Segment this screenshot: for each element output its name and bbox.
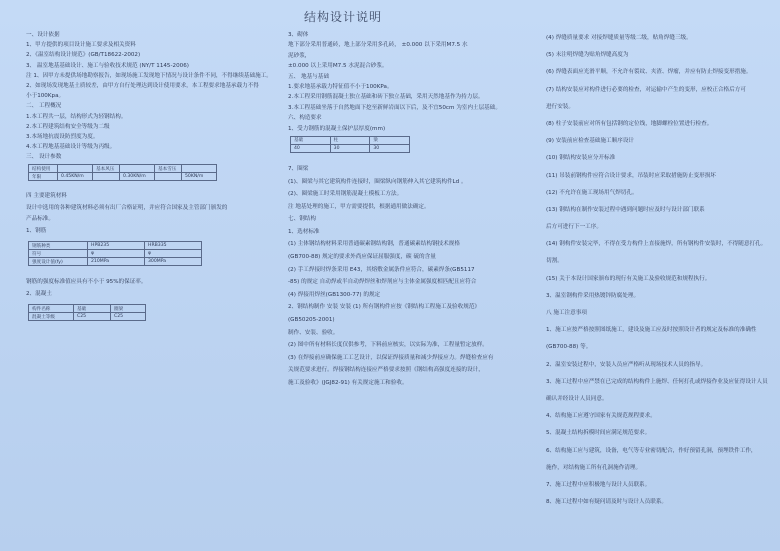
table-cell (120, 165, 155, 173)
note-line: 8、施工过程中如有疑问请及时与设计人员联系。 (546, 499, 668, 506)
note-line: (2)、圈梁施工时采用钢筋混凝土模板工方法。 (288, 191, 403, 198)
note-line: 2、《温室结构设计规范》(GB/T18622-2002) (26, 52, 141, 59)
note-line: 五、 地基与基础 (288, 73, 329, 80)
note-line: (GB700-88) 等。 (546, 344, 592, 351)
note-line: (4) 焊缝质量要求 对接焊缝质量等级二级，贴角焊缝三级。 (546, 35, 692, 41)
note-line: 八 施工注意事项 (546, 310, 587, 316)
note-line: 产品标准。 (26, 216, 54, 223)
table-cell (155, 173, 182, 181)
note-line: -85) 的规定 自动焊或半自动焊焊丝和焊剂应与主体金属强度相匹配且应符合 (288, 279, 477, 286)
note-line: 3、砌体 (288, 32, 309, 38)
table-cell: 0.30KN/m (120, 173, 155, 181)
table-cell: 基础 (74, 305, 111, 313)
note-line: 关规范要求进行。焊接钢结构连接应严格要求按照《钢结构高强度连接的设计， (288, 367, 484, 374)
table-row (29, 313, 146, 321)
table-row (291, 144, 410, 152)
table-cell: 构件名称 (29, 305, 74, 313)
design-parameter-table (28, 164, 217, 181)
note-line: 一、设计依据 (26, 32, 60, 38)
note-line: 切割。 (546, 258, 563, 265)
note-line: 钢筋的强度标准值应具有不小于 95%的保证率。 (26, 279, 147, 286)
note-line: (4) 焊接用焊丝(GB1300-77) 的规定 (288, 291, 381, 298)
note-line: (1)、圈梁与其它建筑构件连接时，圈梁纵向钢筋伸入其它建筑构件Ld 。 (288, 178, 467, 185)
note-line: 1.本工程共一层，结构形式为轻钢结构。 (26, 113, 127, 120)
note-line: (GB700-88) 规定的要求外尚应保证屈服强度，碳 硫的含量 (288, 254, 436, 261)
note-line: 注 地基处理的施工，甲方需要提供，根据通用做法确定。 (288, 203, 430, 210)
note-line: 施作，对结构施工所有孔洞施作清理。 (546, 464, 642, 471)
table-cell: 强度设计值(fy) (29, 258, 88, 266)
note-line: 施工及验收》(JGJ82-91) 有关规定施工和验收。 (288, 380, 408, 386)
table-cell: 210MPa (88, 258, 145, 266)
note-line: (15) 关于本设计国家颁布的现行有关施工及验收规范和规程执行。 (546, 275, 711, 282)
note-line: (9) 安装前应检查基础施工顺序设计 (546, 138, 635, 145)
sheet-title: 结构设计说明 (304, 10, 383, 24)
note-line: 四 主要建筑材料 (26, 193, 67, 200)
note-line: 2.本工程采用钢筋混凝土独立基础和砖下独立基础，采用天然地基作为持力层。 (288, 94, 484, 101)
left-notes-part3 (26, 276, 278, 300)
cover-thickness-table (290, 136, 410, 153)
note-line: (5) 未注明焊缝为贴角焊缝高度为 (546, 52, 629, 59)
table-cell (93, 173, 120, 181)
note-line: 三、 设计参数 (26, 154, 62, 161)
note-line: 七、钢结构 (288, 216, 316, 223)
note-line: (2) 图中所有材料长度仅供参考，下料前应核实，以实际为准，工程量暂定放样。 (288, 342, 488, 349)
note-line: 设计中选用的各种建筑材料必须有出厂合格证明，并应符合国家及主管部门颁发的 (26, 204, 228, 211)
column-right (546, 30, 774, 511)
right-notes (546, 30, 774, 511)
table-row (29, 250, 202, 258)
note-line: (6) 焊缝表面应光滑平顺，不允许有裂纹、夹渣、焊瘤，并应有防止焊接变形措施。 (546, 69, 752, 76)
table-cell: 钢筋种类 (29, 242, 88, 250)
note-line: (GB50205-2001) (288, 317, 335, 324)
table-row (29, 305, 146, 313)
note-line: 4、结构施工应遵守国家有关规范规程要求。 (546, 413, 656, 420)
note-line: (7) 结构安装应对构件进行必要的检查，对运输中产生的变形，应校正合格后方可 (546, 86, 746, 93)
note-line: 6、结构施工应与建筑，设备，电气等专业密切配合，作好预留孔洞，预埋铁件工作， (546, 447, 757, 454)
note-line: 3、施工过程中应严禁在已完成的结构构件上施焊、任何打孔或焊接作业及应征得设计人员 (546, 378, 768, 385)
note-line: 7、圈梁 (288, 165, 309, 172)
column-middle (288, 30, 542, 390)
note-line: (12) 不允许在施工现场用气焊切孔。 (546, 189, 638, 196)
rebar-table (28, 241, 202, 266)
table-cell: 基础 (291, 136, 331, 144)
table-cell: 40 (291, 144, 331, 152)
table-cell: 30 (330, 144, 370, 152)
middle-notes-part2 (288, 163, 542, 390)
note-line: 地下部分采用普通砖，地上部分采用多孔砖， ±0.000 以下采用M7.5 水 (288, 42, 468, 49)
note-line: ±0.000 以上采用M7.5 水泥混合砂浆。 (288, 63, 388, 70)
note-line: 1、选材标准 (288, 228, 320, 235)
table-cell: 梁 (370, 136, 410, 144)
table-cell: C25 (111, 313, 146, 321)
note-line: 确认并经设计人员同意。 (546, 395, 608, 402)
note-line: 3.本场地抗震设防烈度为度。 (26, 133, 99, 140)
table-cell: HPB235 (88, 242, 145, 250)
note-line: 二、 工程概况 (26, 103, 62, 110)
note-line: 注 1、因甲方未提供场地勘察报告，如现场施工发现地下情况与设计条件不同，不得继续基础施工。 (26, 72, 272, 79)
note-line: 小于100Kpa。 (26, 93, 65, 100)
note-line: 2、钢结构制作 安装 安装 (1) 所有钢构件应按《钢结构工程施工及验收规范》 (288, 304, 481, 311)
note-line: 3、温室钢构件采用热镀锌防腐处理。 (546, 292, 640, 299)
concrete-table (28, 304, 146, 321)
note-line: 六、构造要求 (288, 115, 322, 122)
table-cell: 柱 (330, 136, 370, 144)
table-cell: 结构使用 (29, 165, 58, 173)
table-cell: 基本风压 (93, 165, 120, 173)
table-cell: 0.45KN/m (58, 173, 93, 181)
note-line: 1、甲方提供的项目设计施工要求及相关资料 (26, 42, 136, 49)
note-line: 1、钢筋 (26, 227, 47, 234)
table-cell: 300MPa (145, 258, 202, 266)
table-row (29, 258, 202, 266)
note-line: 1、受力钢筋的混凝土保护层厚度(mm) (288, 125, 386, 132)
table-cell: 圈梁 (111, 305, 146, 313)
table-row (291, 136, 410, 144)
table-cell: HRB335 (145, 242, 202, 250)
note-line: 1、施工应按严格按照图纸施工，建设及施工应及时按照设计者的规定及标准的准确性 (546, 327, 757, 334)
table-cell: φ (88, 250, 145, 258)
note-line: 制作、安装、验收。 (288, 329, 339, 336)
note-line: 2、如现场发现地基土质较差，由甲方自行处理达到设计使用要求，本工程要求地基承载力不得 (26, 82, 259, 89)
table-cell: 基本雪压 (155, 165, 182, 173)
note-line: 进行安装。 (546, 103, 574, 110)
table-cell (182, 165, 217, 173)
note-line: (11) 吊装前钢构件应符合设计要求，吊装时应采取措施防止变形损坏 (546, 172, 716, 179)
left-notes-part2 (26, 191, 278, 237)
note-line: (13) 钢结构在制作安装过程中遇到问题时应及时与设计部门联系 (546, 206, 705, 213)
table-cell: 50KN/m (182, 173, 217, 181)
table-row (29, 165, 217, 173)
table-row (29, 173, 217, 181)
note-line: 1.要求地基承载力特征值不小于100KPa。 (288, 83, 393, 90)
left-notes-part1 (26, 30, 278, 162)
table-cell (58, 165, 93, 173)
note-line: 泥砂浆， (288, 52, 311, 59)
note-line: (1) 主体钢结构材料采用普通碳素钢结构钢，普通碳素结构钢技术规格 (288, 241, 460, 248)
middle-notes-part1 (288, 30, 542, 134)
table-cell: 混凝土等级 (29, 313, 74, 321)
note-line: (2) 手工焊接时焊条采用 E43，其熔敷金属条件应符合，碳素焊条(GB5117 (288, 266, 475, 273)
note-line: 7、施工过程中应积极地与设计人员联系。 (546, 481, 651, 488)
table-cell: 年限 (29, 173, 58, 181)
table-row (29, 242, 202, 250)
note-line: 4.本工程地基基础设计等级为丙级。 (26, 144, 116, 151)
note-line: (3) 在焊接前应确保施工工艺设计，以保证焊接质量和减少焊接应力。焊缝检查应有 (288, 354, 494, 361)
note-line: 3.本工程基础坐落于自然地面下挖至新鲜岩面以下后，及不宜50cm 为室内土层基础。 (288, 104, 501, 111)
column-left (26, 30, 278, 325)
table-cell: 30 (370, 144, 410, 152)
note-line: 2、温室安装过程中，安装人员应严格听从现场技术人员的指导。 (546, 361, 707, 368)
note-line: 5、混凝土结构拆模时间应满足规范要求。 (546, 430, 651, 437)
note-line: 2、混凝土 (26, 291, 52, 298)
table-cell: φ (145, 250, 202, 258)
table-cell: 符号 (29, 250, 88, 258)
note-line: 2.本工程建筑结构安全等级为二级 (26, 123, 110, 130)
note-line: (8) 柱子安装前应对所有包括钢的定位线，地脚螺栓位置进行检查。 (546, 120, 713, 127)
note-line: (10) 钢结构安装应分开标准 (546, 155, 616, 162)
note-line: (14) 钢构件安装完毕，不得在受力构件上直接施焊，所有钢构件安装时，不得随意打孔。 (546, 241, 767, 248)
note-line: 3、 温室地基基础设计、施工与验收技术规范 (NY/T 1145-2006) (26, 62, 189, 69)
note-line: 后方可进行下一工序。 (546, 224, 602, 231)
table-cell: C25 (74, 313, 111, 321)
